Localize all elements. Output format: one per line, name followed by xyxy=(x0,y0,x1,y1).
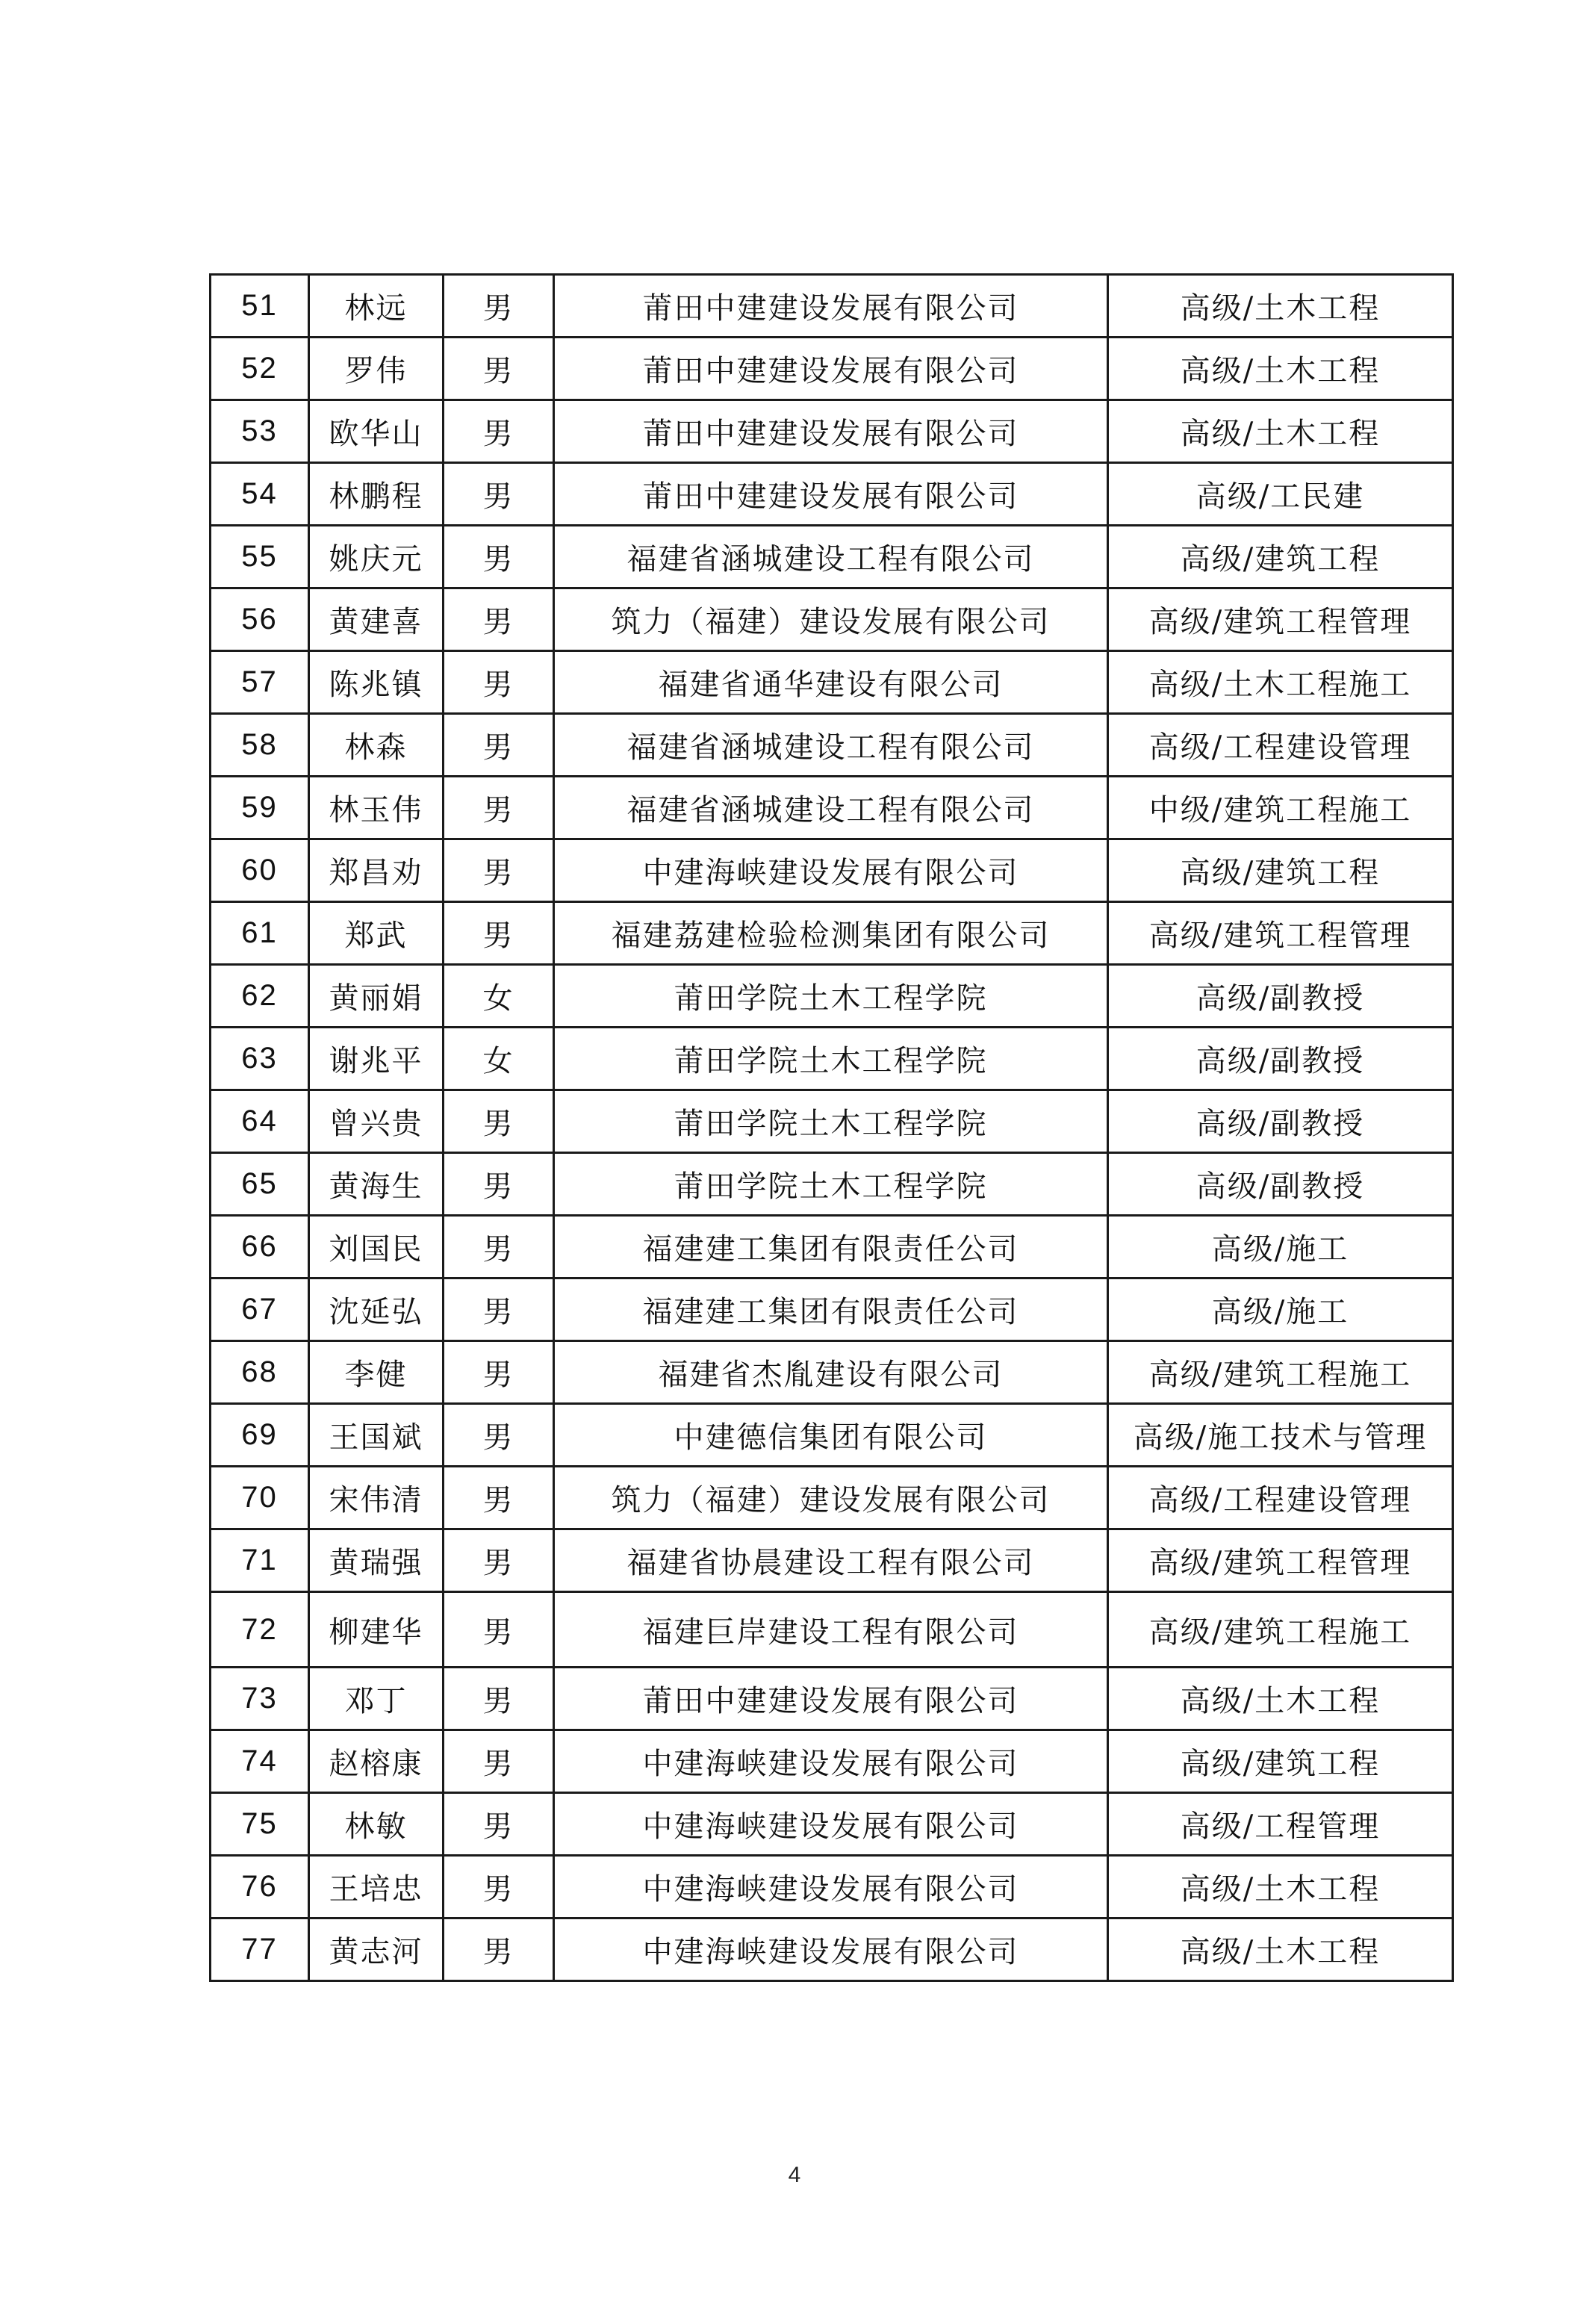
organization-cell: 福建省杰胤建设有限公司 xyxy=(554,1341,1108,1404)
table-row xyxy=(211,1467,1453,1529)
person-name-cell: 陈兆镇 xyxy=(309,651,444,714)
person-name-cell: 林远 xyxy=(309,275,444,338)
personnel-table-body xyxy=(211,275,1453,1981)
table-row xyxy=(211,839,1453,902)
table-row xyxy=(211,1153,1453,1216)
organization-cell: 莆田中建建设发展有限公司 xyxy=(554,338,1108,400)
gender-cell: 男 xyxy=(444,463,554,526)
row-number-cell: 64 xyxy=(211,1090,309,1153)
person-name-cell: 沈延弘 xyxy=(309,1278,444,1341)
person-name-cell: 林森 xyxy=(309,714,444,777)
organization-cell: 福建荔建检验检测集团有限公司 xyxy=(554,902,1108,965)
gender-cell: 女 xyxy=(444,965,554,1028)
person-name-cell: 黄建喜 xyxy=(309,588,444,651)
organization-cell: 筑力（福建）建设发展有限公司 xyxy=(554,1467,1108,1529)
organization-cell: 福建建工集团有限责任公司 xyxy=(554,1216,1108,1278)
organization-cell: 莆田中建建设发展有限公司 xyxy=(554,275,1108,338)
organization-cell: 福建建工集团有限责任公司 xyxy=(554,1278,1108,1341)
table-row xyxy=(211,777,1453,839)
professional-title-cell: 高级/建筑工程管理 xyxy=(1108,1529,1453,1592)
row-number-cell: 56 xyxy=(211,588,309,651)
person-name-cell: 黄丽娟 xyxy=(309,965,444,1028)
row-number-cell: 51 xyxy=(211,275,309,338)
gender-cell: 男 xyxy=(444,714,554,777)
row-number-cell: 65 xyxy=(211,1153,309,1216)
person-name-cell: 刘国民 xyxy=(309,1216,444,1278)
person-name-cell: 黄瑞强 xyxy=(309,1529,444,1592)
professional-title-cell: 高级/施工 xyxy=(1108,1216,1453,1278)
person-name-cell: 林玉伟 xyxy=(309,777,444,839)
table-row xyxy=(211,1216,1453,1278)
gender-cell: 男 xyxy=(444,1278,554,1341)
gender-cell: 男 xyxy=(444,588,554,651)
professional-title-cell: 高级/建筑工程 xyxy=(1108,839,1453,902)
professional-title-cell: 高级/土木工程 xyxy=(1108,1856,1453,1918)
table-row xyxy=(211,1793,1453,1856)
row-number-cell: 71 xyxy=(211,1529,309,1592)
person-name-cell: 郑昌劝 xyxy=(309,839,444,902)
table-row xyxy=(211,1529,1453,1592)
gender-cell: 男 xyxy=(444,400,554,463)
row-number-cell: 61 xyxy=(211,902,309,965)
organization-cell: 中建德信集团有限公司 xyxy=(554,1404,1108,1467)
professional-title-cell: 高级/土木工程 xyxy=(1108,338,1453,400)
person-name-cell: 谢兆平 xyxy=(309,1028,444,1090)
table-row xyxy=(211,1668,1453,1730)
table-row xyxy=(211,1592,1453,1668)
row-number-cell: 69 xyxy=(211,1404,309,1467)
page-number: 4 xyxy=(788,2163,801,2187)
row-number-cell: 57 xyxy=(211,651,309,714)
table-row xyxy=(211,1278,1453,1341)
table-row xyxy=(211,338,1453,400)
professional-title-cell: 高级/建筑工程施工 xyxy=(1108,1592,1453,1668)
row-number-cell: 75 xyxy=(211,1793,309,1856)
organization-cell: 福建省涵城建设工程有限公司 xyxy=(554,714,1108,777)
row-number-cell: 63 xyxy=(211,1028,309,1090)
organization-cell: 福建巨岸建设工程有限公司 xyxy=(554,1592,1108,1668)
person-name-cell: 王培忠 xyxy=(309,1856,444,1918)
organization-cell: 福建省协晨建设工程有限公司 xyxy=(554,1529,1108,1592)
row-number-cell: 70 xyxy=(211,1467,309,1529)
table-row xyxy=(211,902,1453,965)
gender-cell: 女 xyxy=(444,1028,554,1090)
gender-cell: 男 xyxy=(444,275,554,338)
professional-title-cell: 高级/副教授 xyxy=(1108,965,1453,1028)
row-number-cell: 54 xyxy=(211,463,309,526)
gender-cell: 男 xyxy=(444,1341,554,1404)
organization-cell: 莆田中建建设发展有限公司 xyxy=(554,463,1108,526)
row-number-cell: 73 xyxy=(211,1668,309,1730)
professional-title-cell: 高级/工程建设管理 xyxy=(1108,714,1453,777)
table-row xyxy=(211,1730,1453,1793)
professional-title-cell: 高级/建筑工程施工 xyxy=(1108,1341,1453,1404)
table-row xyxy=(211,1856,1453,1918)
row-number-cell: 52 xyxy=(211,338,309,400)
person-name-cell: 柳建华 xyxy=(309,1592,444,1668)
gender-cell: 男 xyxy=(444,1668,554,1730)
table-row xyxy=(211,400,1453,463)
organization-cell: 中建海峡建设发展有限公司 xyxy=(554,839,1108,902)
row-number-cell: 67 xyxy=(211,1278,309,1341)
person-name-cell: 黄海生 xyxy=(309,1153,444,1216)
table-row xyxy=(211,1028,1453,1090)
organization-cell: 中建海峡建设发展有限公司 xyxy=(554,1918,1108,1981)
gender-cell: 男 xyxy=(444,1793,554,1856)
professional-title-cell: 高级/工程建设管理 xyxy=(1108,1467,1453,1529)
row-number-cell: 55 xyxy=(211,526,309,588)
organization-cell: 莆田学院土木工程学院 xyxy=(554,1028,1108,1090)
person-name-cell: 赵榕康 xyxy=(309,1730,444,1793)
professional-title-cell: 高级/施工技术与管理 xyxy=(1108,1404,1453,1467)
professional-title-cell: 高级/建筑工程 xyxy=(1108,526,1453,588)
gender-cell: 男 xyxy=(444,1090,554,1153)
table-row xyxy=(211,526,1453,588)
gender-cell: 男 xyxy=(444,338,554,400)
person-name-cell: 罗伟 xyxy=(309,338,444,400)
professional-title-cell: 中级/建筑工程施工 xyxy=(1108,777,1453,839)
professional-title-cell: 高级/建筑工程管理 xyxy=(1108,902,1453,965)
person-name-cell: 王国斌 xyxy=(309,1404,444,1467)
professional-title-cell: 高级/建筑工程管理 xyxy=(1108,588,1453,651)
gender-cell: 男 xyxy=(444,777,554,839)
organization-cell: 中建海峡建设发展有限公司 xyxy=(554,1793,1108,1856)
professional-title-cell: 高级/工程管理 xyxy=(1108,1793,1453,1856)
professional-title-cell: 高级/建筑工程 xyxy=(1108,1730,1453,1793)
gender-cell: 男 xyxy=(444,1592,554,1668)
gender-cell: 男 xyxy=(444,1856,554,1918)
professional-title-cell: 高级/土木工程 xyxy=(1108,400,1453,463)
person-name-cell: 郑武 xyxy=(309,902,444,965)
organization-cell: 中建海峡建设发展有限公司 xyxy=(554,1730,1108,1793)
professional-title-cell: 高级/副教授 xyxy=(1108,1090,1453,1153)
organization-cell: 福建省涵城建设工程有限公司 xyxy=(554,777,1108,839)
organization-cell: 莆田学院土木工程学院 xyxy=(554,1090,1108,1153)
row-number-cell: 76 xyxy=(211,1856,309,1918)
table-row xyxy=(211,651,1453,714)
gender-cell: 男 xyxy=(444,839,554,902)
gender-cell: 男 xyxy=(444,1467,554,1529)
gender-cell: 男 xyxy=(444,1216,554,1278)
organization-cell: 福建省通华建设有限公司 xyxy=(554,651,1108,714)
row-number-cell: 77 xyxy=(211,1918,309,1981)
organization-cell: 莆田中建建设发展有限公司 xyxy=(554,1668,1108,1730)
row-number-cell: 68 xyxy=(211,1341,309,1404)
table-row xyxy=(211,1918,1453,1981)
professional-title-cell: 高级/土木工程 xyxy=(1108,1918,1453,1981)
gender-cell: 男 xyxy=(444,1730,554,1793)
row-number-cell: 66 xyxy=(211,1216,309,1278)
organization-cell: 莆田学院土木工程学院 xyxy=(554,1153,1108,1216)
professional-title-cell: 高级/副教授 xyxy=(1108,1153,1453,1216)
professional-title-cell: 高级/施工 xyxy=(1108,1278,1453,1341)
gender-cell: 男 xyxy=(444,1529,554,1592)
organization-cell: 筑力（福建）建设发展有限公司 xyxy=(554,588,1108,651)
person-name-cell: 曾兴贵 xyxy=(309,1090,444,1153)
person-name-cell: 李健 xyxy=(309,1341,444,1404)
gender-cell: 男 xyxy=(444,1153,554,1216)
row-number-cell: 58 xyxy=(211,714,309,777)
organization-cell: 中建海峡建设发展有限公司 xyxy=(554,1856,1108,1918)
organization-cell: 莆田学院土木工程学院 xyxy=(554,965,1108,1028)
row-number-cell: 72 xyxy=(211,1592,309,1668)
table-row xyxy=(211,275,1453,338)
gender-cell: 男 xyxy=(444,1404,554,1467)
table-row xyxy=(211,965,1453,1028)
table-row xyxy=(211,1090,1453,1153)
person-name-cell: 姚庆元 xyxy=(309,526,444,588)
gender-cell: 男 xyxy=(444,651,554,714)
professional-title-cell: 高级/土木工程施工 xyxy=(1108,651,1453,714)
person-name-cell: 邓丁 xyxy=(309,1668,444,1730)
person-name-cell: 宋伟清 xyxy=(309,1467,444,1529)
person-name-cell: 欧华山 xyxy=(309,400,444,463)
professional-title-cell: 高级/土木工程 xyxy=(1108,275,1453,338)
table-row xyxy=(211,588,1453,651)
person-name-cell: 林敏 xyxy=(309,1793,444,1856)
row-number-cell: 59 xyxy=(211,777,309,839)
professional-title-cell: 高级/副教授 xyxy=(1108,1028,1453,1090)
gender-cell: 男 xyxy=(444,526,554,588)
table-row xyxy=(211,463,1453,526)
gender-cell: 男 xyxy=(444,1918,554,1981)
personnel-table xyxy=(209,273,1454,1982)
professional-title-cell: 高级/工民建 xyxy=(1108,463,1453,526)
row-number-cell: 74 xyxy=(211,1730,309,1793)
professional-title-cell: 高级/土木工程 xyxy=(1108,1668,1453,1730)
person-name-cell: 黄志河 xyxy=(309,1918,444,1981)
row-number-cell: 62 xyxy=(211,965,309,1028)
row-number-cell: 60 xyxy=(211,839,309,902)
gender-cell: 男 xyxy=(444,902,554,965)
row-number-cell: 53 xyxy=(211,400,309,463)
table-row xyxy=(211,1404,1453,1467)
organization-cell: 莆田中建建设发展有限公司 xyxy=(554,400,1108,463)
table-row xyxy=(211,1341,1453,1404)
person-name-cell: 林鹏程 xyxy=(309,463,444,526)
organization-cell: 福建省涵城建设工程有限公司 xyxy=(554,526,1108,588)
table-row xyxy=(211,714,1453,777)
